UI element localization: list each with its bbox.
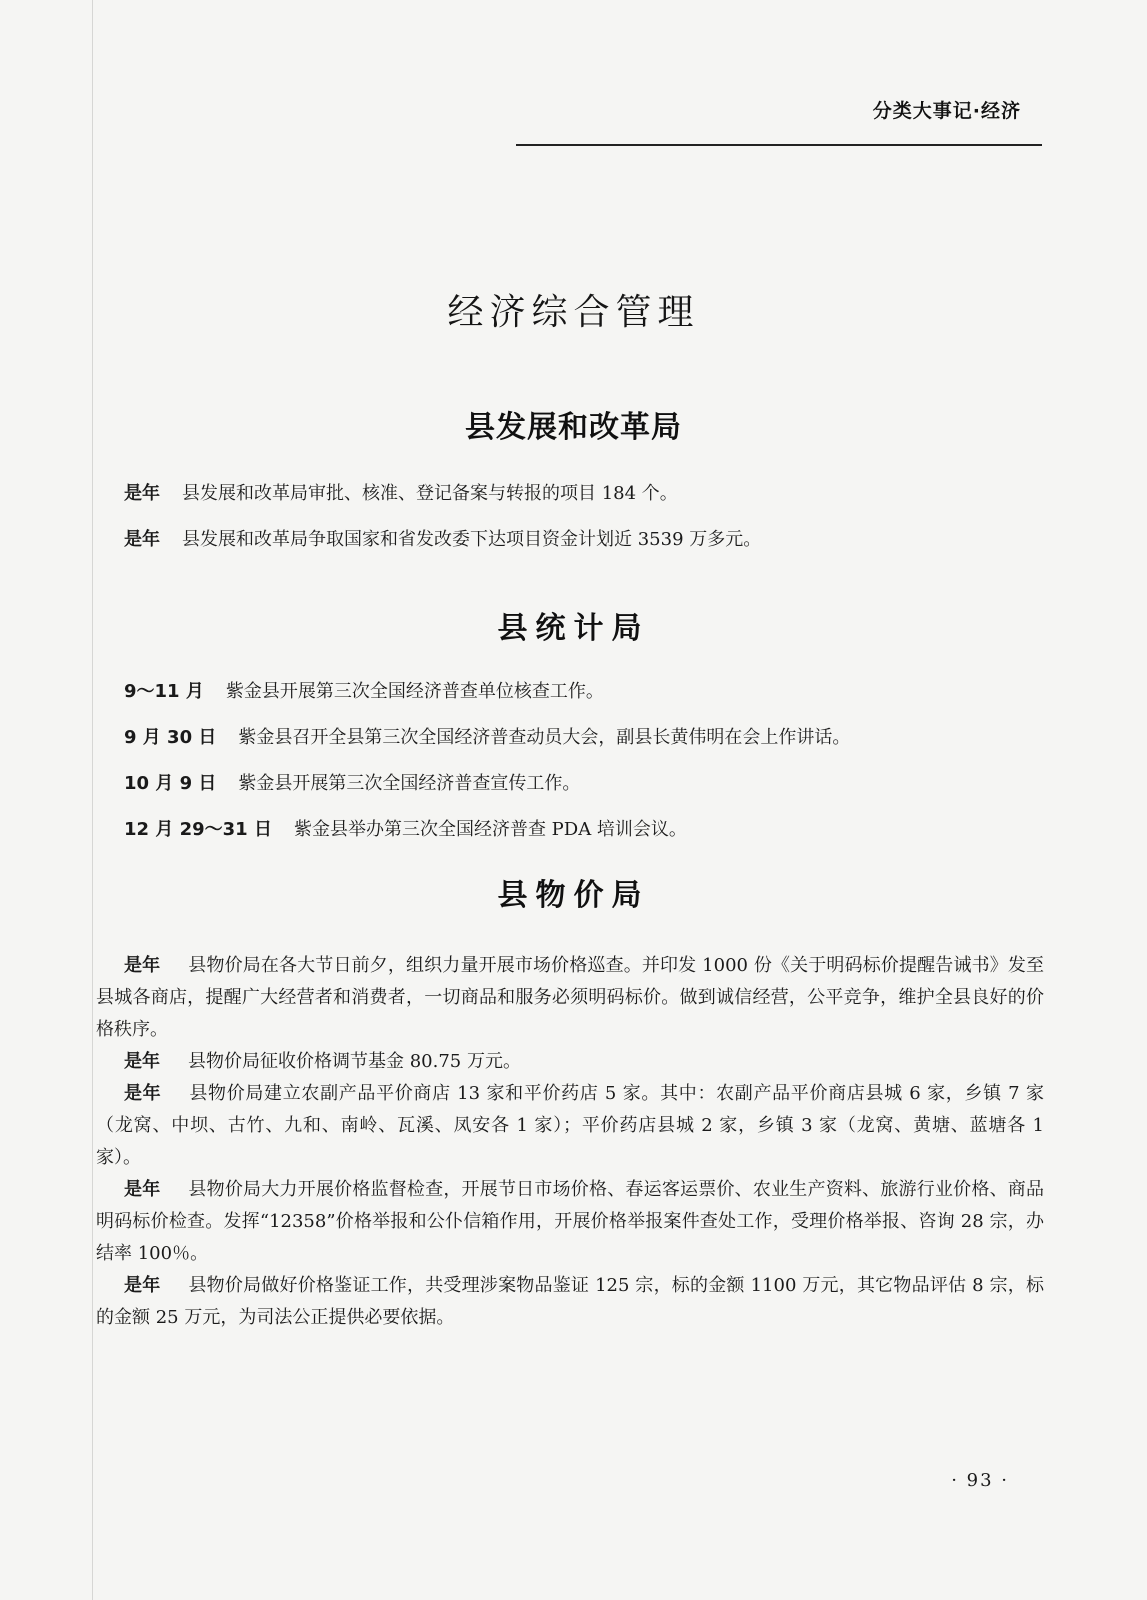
entry-date: 是年 <box>124 1051 160 1072</box>
entry-text: 县物价局在各大节日前夕，组织力量开展市场价格巡查。并印发 1000 份《关于明码标价提醒告诫书》发至县城各商店，提醒广大经营者和消费者，一切商品和服务必须明码标价。做到诚信经营，公平竞争，维护全县良好的价格秩序。 <box>96 955 1045 1040</box>
entry-text: 紫金县开展第三次全国经济普查单位核查工作。 <box>225 681 604 702</box>
entry-text: 紫金县开展第三次全国经济普查宣传工作。 <box>238 773 581 794</box>
section-title-tjj: 县统计局 <box>497 611 650 646</box>
entry-date: 是年 <box>124 483 160 504</box>
entry <box>124 768 1044 800</box>
chapter-title: 经济综合管理 <box>447 292 700 333</box>
entry <box>96 1046 1044 1078</box>
entry <box>124 722 1044 754</box>
entry-date: 10 月 9 日 <box>124 773 217 794</box>
entry <box>124 676 1044 708</box>
section-title-wjj: 县物价局 <box>497 878 650 913</box>
page-number: · 93 · <box>951 1470 1009 1491</box>
entry-date: 9 月 30 日 <box>124 727 217 748</box>
entry-date: 是年 <box>124 955 161 976</box>
entry-text: 紫金县举办第三次全国经济普查 PDA 培训会议。 <box>293 819 687 840</box>
entry-text: 县发展和改革局审批、核准、登记备案与转报的项目 184 个。 <box>182 483 678 504</box>
entry-text: 县物价局做好价格鉴证工作，共受理涉案物品鉴证 125 宗，标的金额 1100 万元，其它物品评估 8 宗，标的金额 25 万元，为司法公正提供必要依据。 <box>96 1275 1044 1328</box>
binding-edge <box>92 0 93 1600</box>
header-rule <box>516 144 1042 146</box>
section-body-wjj <box>96 950 1044 1334</box>
entry <box>96 1270 1044 1334</box>
section-title-fgj: 县发展和改革局 <box>465 410 682 445</box>
entry-text: 县物价局大力开展价格监督检查，开展节日市场价格、春运客运票价、农业生产资料、旅游行业价格、商品明码标价检查。发挥“12358”价格举报和公仆信箱作用，开展价格举报案件查处工作，受理价格举报、咨询 28 宗，办结率 100％。 <box>96 1179 1045 1264</box>
section-body-fgj <box>124 478 1044 570</box>
entry <box>124 524 1044 556</box>
entry-date: 是年 <box>124 1083 162 1104</box>
entry-date: 是年 <box>124 1179 161 1200</box>
entry <box>96 950 1044 1046</box>
entry <box>96 1078 1044 1174</box>
entry-date: 是年 <box>124 1275 161 1296</box>
entry-text: 县物价局建立农副产品平价商店 13 家和平价药店 5 家。其中：农副产品平价商店县城 6 家，乡镇 7 家（龙窝、中坝、古竹、九和、南岭、瓦溪、凤安各 1 家）；平价药店县城 2 家，乡镇 3 家（龙窝、黄塘、蓝塘各 1 家）。 <box>96 1083 1045 1168</box>
entry <box>124 814 1044 846</box>
running-head: 分类大事记·经济 <box>872 100 1021 122</box>
entry <box>124 478 1044 510</box>
entry-text: 县物价局征收价格调节基金 80.75 万元。 <box>188 1051 521 1072</box>
entry-text: 县发展和改革局争取国家和省发改委下达项目资金计划近 3539 万多元。 <box>182 529 762 550</box>
entry-date: 12 月 29～31 日 <box>124 819 272 840</box>
entry <box>96 1174 1044 1270</box>
section-body-tjj <box>124 676 1044 860</box>
entry-date: 是年 <box>124 529 160 550</box>
entry-date: 9～11 月 <box>124 681 204 702</box>
entry-text: 紫金县召开全县第三次全国经济普查动员大会，副县长黄伟明在会上作讲话。 <box>238 727 851 748</box>
